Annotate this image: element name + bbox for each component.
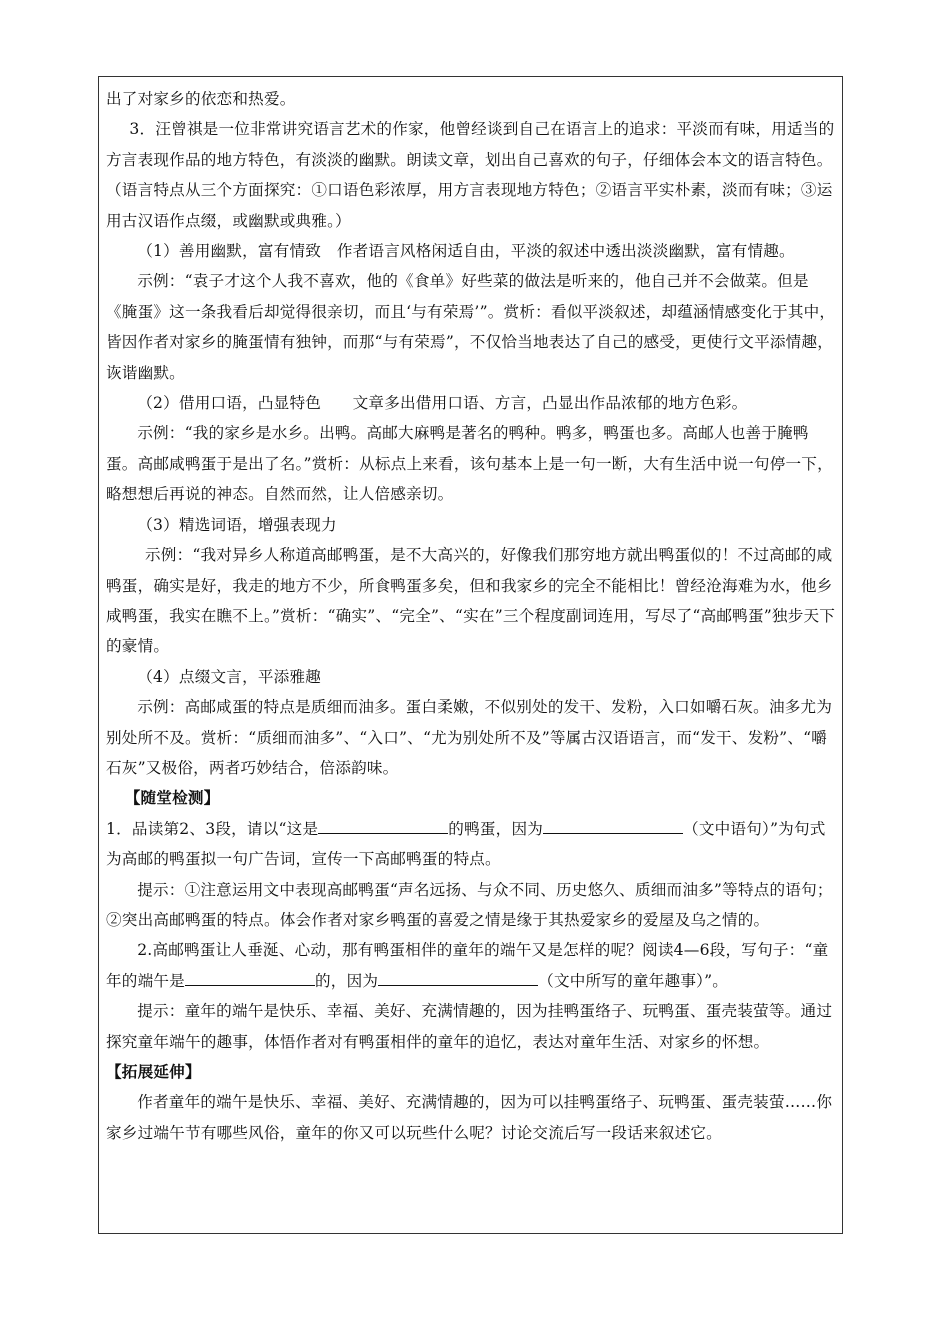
answer-blank-4[interactable] <box>378 967 538 986</box>
question-2-text-a: 2.高邮鸭蛋让人垂涎、心动，那有鸭蛋相伴的童年的端午又是怎样的呢？阅读4—6段，写句子：“童年的端午是 <box>106 941 829 990</box>
question-1-text-b: 的鸭蛋，因为 <box>448 819 544 838</box>
question-1-text-c: （文中语句）”为句式为高邮的鸭蛋拟一句广告词，宣传一下高邮鸭蛋的特点。 <box>106 819 826 869</box>
paragraph-intro-end: 出了对家乡的依恋和热爱。 <box>106 90 296 108</box>
question-2-text-b: 的，因为 <box>314 971 379 990</box>
question-1-text-a: 1．品读第2、3段，请以“这是 <box>106 819 319 838</box>
paragraph-question-3: 3．汪曾祺是一位非常讲究语言艺术的作家，他曾经谈到自己在语言上的追求：平淡而有味，用适当的方言表现作品的地方特色，有淡淡的幽默。朗读文章，划出自己喜欢的句子，仔细体会本文的语言特色。（语言特点从三个方面探究：①口语色彩浓厚，用方言表现地方特色；②语言平实朴素，淡而有味；③运用古汉语作点缀，或幽默或典雅。） <box>106 120 835 230</box>
heading-extension: 【拓展延伸】 <box>106 1062 201 1081</box>
paragraph-example-4: 示例：高邮咸蛋的特点是质细而油多。蛋白柔嫩，不似别处的发干、发粉，入口如嚼石灰。油多尤为别处所不及。赏析：“质细而油多”、“入口”、“尤为别处所不及”等属古汉语语言，而“发干、发粉”、“嚼石灰”又极俗，两者巧妙结合，倍添韵味。 <box>106 698 833 777</box>
paragraph-example-2: 示例：“我的家乡是水乡。出鸭。高邮大麻鸭是著名的鸭种。鸭多，鸭蛋也多。高邮人也善于腌鸭蛋。高邮咸鸭蛋于是出了名。”赏析：从标点上来看，该句基本上是一句一断，大有生活中说一句停一下，略想想后再说的神态。自然而然，让人倍感亲切。 <box>106 424 833 504</box>
answer-blank-1[interactable] <box>318 815 448 834</box>
heading-in-class-test: 【随堂检测】 <box>124 788 220 808</box>
answer-blank-2[interactable] <box>543 815 683 834</box>
question-1-hint: 提示：①注意运用文中表现高邮鸭蛋“声名远扬、与众不同、历史悠久、质细而油多”等特点的语句；②突出高邮鸭蛋的特点。体会作者对家乡鸭蛋的喜爱之情是缘于其热爱家乡的爱屋及乌之情的。 <box>106 880 833 929</box>
paragraph-extension: 作者童年的端午是快乐、幸福、美好、充满情趣的，因为可以挂鸭蛋络子、玩鸭蛋、蛋壳装萤……你家乡过端午节有哪些风俗，童年的你又可以玩些什么呢？讨论交流后写一段话来叙述它。 <box>106 1093 833 1142</box>
paragraph-point-4: （4）点缀文言，平添雅趣 <box>137 667 322 686</box>
question-2-hint: 提示：童年的端午是快乐、幸福、美好、充满情趣的，因为挂鸭蛋络子、玩鸭蛋、蛋壳装萤等。通过探究童年端午的趣事，体悟作者对有鸭蛋相伴的童年的追忆，表达对童年生活、对家乡的怀想。 <box>106 1002 833 1051</box>
paragraph-example-3: 示例：“我对异乡人称道高邮鸭蛋，是不大高兴的，好像我们那穷地方就出鸭蛋似的！不过高邮的咸鸭蛋，确实是好，我走的地方不少，所食鸭蛋多矣，但和我家乡的完全不能相比！曾经沧海难为水，他乡咸鸭蛋，我实在瞧不上。”赏析：“确实”、“完全”、“实在”三个程度副词连用，写尽了“高邮鸭蛋”独步天下的豪情。 <box>106 546 836 656</box>
question-2-text-c: （文中所写的童年趣事）”。 <box>538 971 729 990</box>
paragraph-point-3: （3）精选词语，增强表现力 <box>137 515 337 534</box>
paragraph-point-1: （1）善用幽默，富有情致 作者语言风格闲适自由，平淡的叙述中透出淡淡幽默，富有情趣。 <box>137 242 795 261</box>
paragraph-point-2: （2）借用口语，凸显特色 文章多出借用口语、方言，凸显出作品浓郁的地方色彩。 <box>137 394 748 413</box>
question-2 <box>106 935 838 996</box>
question-1 <box>106 814 838 875</box>
document-body <box>106 84 838 1148</box>
paragraph-example-1: 示例：“袁子才这个人我不喜欢，他的《食单》好些菜的做法是听来的，他自己并不会做菜。但是《腌蛋》这一条我看后却觉得很亲切，而且‘与有荣焉’”。赏析：看似平淡叙述，却蕴涵情感变化于其中，皆因作者对家乡的腌蛋情有独钟，而那“与有荣焉”，不仅恰当地表达了自己的感受，更使行文平添情趣，诙谐幽默。 <box>106 272 836 382</box>
answer-blank-3[interactable] <box>185 967 315 986</box>
